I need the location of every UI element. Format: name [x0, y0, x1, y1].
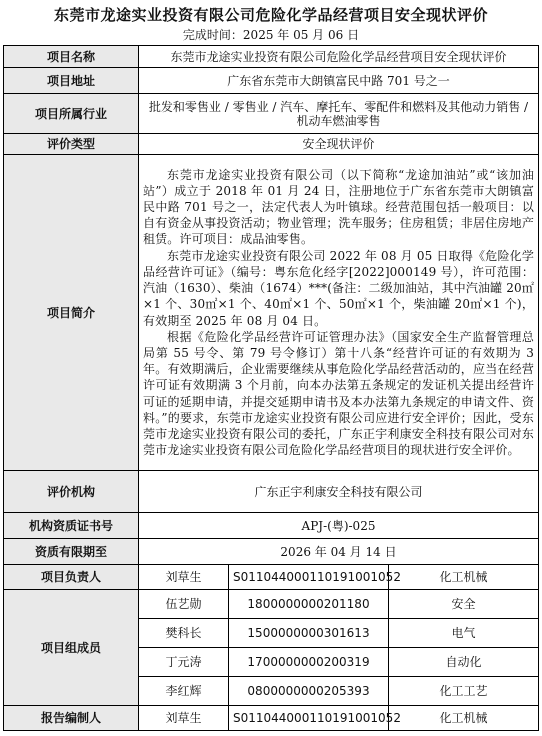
member-field: 电气 [389, 619, 539, 648]
row-cert-no [4, 513, 539, 539]
label-project-address: 项目地址 [4, 68, 139, 94]
label-project-name: 项目名称 [4, 46, 139, 68]
value-intro [139, 155, 539, 471]
row-member-1 [4, 590, 539, 619]
document-title: 东莞市龙途实业投资有限公司危险化学品经营项目安全现状评价 [53, 6, 488, 24]
project-info-table [3, 45, 539, 731]
member-cert: 1800000000201180 [229, 590, 389, 619]
member-cert: 0800000000205393 [229, 677, 389, 706]
label-industry: 项目所属行业 [4, 94, 139, 134]
member-field: 自动化 [389, 648, 539, 677]
member-name: 李红辉 [139, 677, 229, 706]
completion-date: 完成时间：2025 年 05 月 06 日 [182, 28, 360, 42]
row-valid-until [4, 539, 539, 565]
intro-paragraph-2: 东莞市龙途实业投资有限公司 2022 年 08 月 05 日取得《危险化学品经营许可证》（编号：粤东危化经字[2022]000149 号），许可范围：汽油（1630）、柴油（1674）***(备注：二级加油站，其中汽油罐 20㎡×1 个、30㎡×1 个、40㎡×1 个、50㎡×1 个，柴油罐 20㎡×1 个)，有效期至 2025 年 08 月 04 日。 [143, 248, 535, 328]
label-eval-type: 评价类型 [4, 134, 139, 155]
compiler-field: 化工机械 [389, 706, 539, 731]
compiler-cert: S011044000110191001052 [229, 706, 389, 731]
value-valid-until: 2026 年 04 月 14 日 [139, 539, 539, 565]
row-leader [4, 565, 539, 590]
value-industry: 批发和零售业 / 零售业 / 汽车、摩托车、零配件和燃料及其他动力销售 / 机动车燃油零售 [139, 94, 539, 134]
leader-name: 刘草生 [139, 565, 229, 590]
value-project-address: 广东省东莞市大朗镇富民中路 701 号之一 [139, 68, 539, 94]
member-name: 伍艺勋 [139, 590, 229, 619]
label-valid-until: 资质有限期至 [4, 539, 139, 565]
label-compiler: 报告编制人 [4, 706, 139, 731]
member-cert: 1700000000200319 [229, 648, 389, 677]
member-name: 樊科长 [139, 619, 229, 648]
intro-paragraph-1: 东莞市龙途实业投资有限公司（以下简称“龙途加油站”或“该加油站”）成立于 2018 年 01 月 24 日，注册地位于广东省东莞市大朗镇富民中路 701 号之一，法定代表人为叶镇球。经营范围包括一般项目：以自有资金从事投资活动；物业管理；洗车服务；住房租赁；非居住房地产租赁。许可项目：成品油零售。 [143, 167, 535, 247]
row-compiler [4, 706, 539, 731]
row-eval-type [4, 134, 539, 155]
leader-cert: S011044000110191001052 [229, 565, 389, 590]
compiler-name: 刘草生 [139, 706, 229, 731]
label-members: 项目组成员 [4, 590, 139, 706]
row-agency [4, 471, 539, 513]
label-intro: 项目简介 [4, 155, 139, 471]
label-leader: 项目负责人 [4, 565, 139, 590]
intro-paragraph-3: 根据《危险化学品经营许可证管理办法》（国家安全生产监督管理总局第 55 号令、第 79 号令修订）第十八条“经营许可证的有效期为 3 年。有效期满后，企业需要继续从事危险化学品经营活动的，应当在经营许可证有效期满 3 个月前，向本办法第五条规定的发证机关提出经营许可证的延期申请，并提交延期申请书及本办法第九条规定的申请文件、资料。”的要求，东莞市龙途实业投资有限公司应进行安全评价；因此，受东莞市龙途实业投资有限公司的委托，广东正宇利康安全科技有限公司对东莞市龙途实业投资有限公司危险化学品经营项目的现状进行安全评价。 [143, 329, 535, 458]
row-project-address [4, 68, 539, 94]
value-agency: 广东正宇利康安全科技有限公司 [139, 471, 539, 513]
member-name: 丁元涛 [139, 648, 229, 677]
member-cert: 1500000000301613 [229, 619, 389, 648]
value-project-name: 东莞市龙途实业投资有限公司危险化学品经营项目安全现状评价 [139, 46, 539, 68]
value-cert-no: APJ-(粤)-025 [139, 513, 539, 539]
leader-field: 化工机械 [389, 565, 539, 590]
label-cert-no: 机构资质证书号 [4, 513, 139, 539]
label-agency: 评价机构 [4, 471, 139, 513]
row-intro [4, 155, 539, 471]
row-project-name [4, 46, 539, 68]
member-field: 安全 [389, 590, 539, 619]
value-eval-type: 安全现状评价 [139, 134, 539, 155]
member-field: 化工工艺 [389, 677, 539, 706]
row-industry [4, 94, 539, 134]
